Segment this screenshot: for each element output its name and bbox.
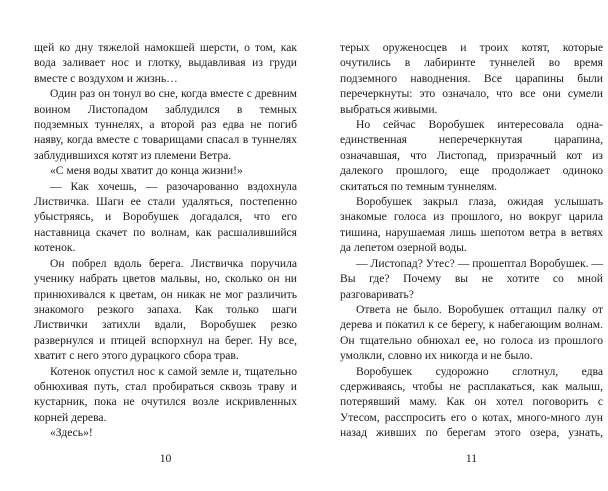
paragraph: щей ко дну тяжелой намокшей шерсти, о том, как вода заливает нос и глотку, выдавливая из груди вместе с воздухом и жизнь…	[34, 41, 297, 85]
left-page-text	[34, 40, 297, 440]
paragraph: «С меня воды хватит до конца жизни!»	[50, 164, 243, 178]
paragraph: Воробушек закрыл глаза, ожидая услышать знакомые голоса из прошлого, но вокруг царила тишина, нарушаемая лишь шепотом ветра в ветвях да лепетом озерной воды.	[340, 195, 603, 255]
paragraph: Ответа не было. Воробушек оттащил палку от дерева и покатил к се берегу, к набегающим волнам. Он тщательно обнюхал ее, но голоса из прошлого умолкли, словно их никогда и не было.	[340, 302, 603, 363]
paragraph: — Как хочешь, — разочарованно вздохнула Листвичка. Шаги ее стали удаляться, постепенно убыстряясь, и Воробушек догадался, что его наставница скачет по волнам, как расшалившийся котенок.	[34, 179, 297, 255]
paragraph: Он побрел вдоль берега. Листвичка поручила ученику набрать цветов мальвы, но, сколько он ни принюхивался к цветам, он никак не мог различить знакомого резкого запаха. Как только шаги Листвички затихли вдали, Воробушек резко развернулся и птицей вспорхнул на берег. Ну все, хватит с него этого дурацкого сбора трав.	[34, 256, 297, 363]
paragraph: терых оруженосцев и троих котят, которые очутились в лабиринте туннелей во время подземного наводнения. Все царапины были перечеркнуты: это означало, что все они сумели выбраться живыми.	[340, 41, 603, 116]
paragraph: «Здесь»!	[50, 426, 93, 440]
paragraph: Но сейчас Воробушек интересовала одна-единственная неперечеркнутая царапина, означавшая, что Листопад, призрачный кот из далекого прошлого, еще продолжает одиноко скитаться по темным туннелям.	[340, 118, 603, 193]
right-page-number: 11	[465, 452, 478, 465]
paragraph: Котенок опустил нос к самой земле и, тщательно обнюхивая путь, стал пробираться сквозь траву и кустарник, пока не очутился возле искривленных корней дерева.	[34, 364, 297, 424]
left-page-number: 10	[159, 452, 172, 465]
paragraph: Один раз он тонул во сне, когда вместе с древним воином Листопадом заблудился в темных подземных туннелях, а второй раз едва не погиб наяву, когда вместе с товарищами спасал в туннелях заблудившихся котят из племени Ветра.	[34, 87, 297, 162]
paragraph: — Листопад? Утес? — прошептал Воробушек. — Вы где? Почему вы не хотите со мной разговаривать?	[340, 256, 603, 301]
paragraph: Воробушек судорожно сглотнул, едва сдерживаясь, чтобы не расплакаться, как малыш, потерявший маму. Как он хотел поговорить с Утесом, расспросить его о котах, много-много лун назад живших по берегам этого озера, узнать,	[340, 364, 603, 440]
right-page-text	[340, 40, 603, 440]
